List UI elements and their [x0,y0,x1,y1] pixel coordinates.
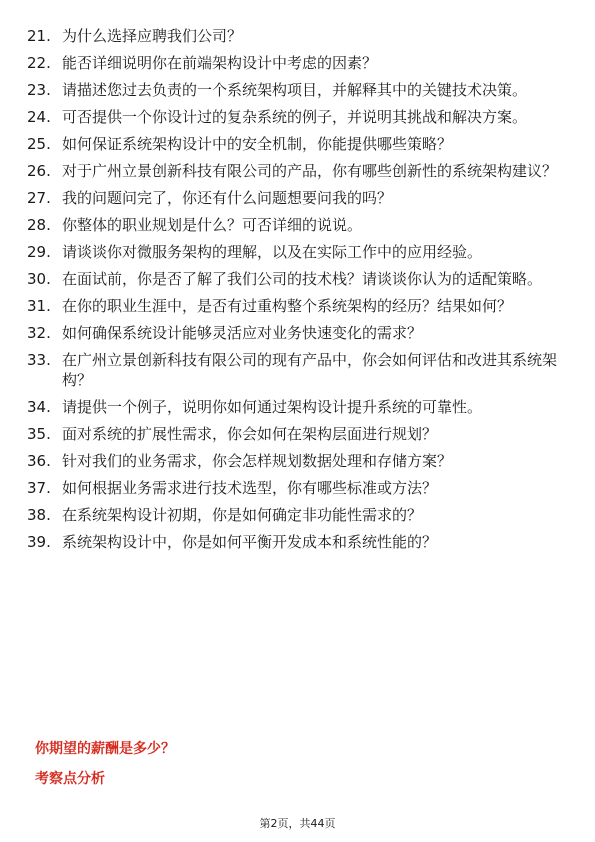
question-text: 如何根据业务需求进行技术选型，你有哪些标准或方法？ [62,479,438,497]
question-text: 如何确保系统设计能够灵活应对业务快速变化的需求？ [62,324,423,342]
question-item [27,215,567,235]
question-item [27,478,567,498]
question-text: 请谈谈你对微服务架构的理解，以及在实际工作中的应用经验。 [62,243,483,261]
question-number: 34. [27,398,51,416]
question-text: 可否提供一个你设计过的复杂系统的例子，并说明其挑战和解决方案。 [62,108,528,126]
question-number: 36. [27,452,51,470]
question-list [27,26,567,559]
question-number: 24. [27,108,51,126]
question-item [27,80,567,100]
analysis-heading: 考察点分析 [35,771,105,787]
question-item [27,323,567,343]
question-text: 为什么选择应聘我们公司？ [62,27,243,45]
question-item [27,53,567,73]
question-text: 如何保证系统架构设计中的安全机制，你能提供哪些策略？ [62,135,453,153]
question-text: 在你的职业生涯中，是否有过重构整个系统架构的经历？结果如何？ [62,297,513,315]
question-item [27,107,567,127]
question-number: 29. [27,243,51,261]
question-text: 对于广州立景创新科技有限公司的产品，你有哪些创新性的系统架构建议？ [62,162,558,180]
question-number: 39. [27,533,51,551]
question-text: 在广州立景创新科技有限公司的现有产品中，你会如何评估和改进其系统架构？ [62,351,558,389]
question-item [27,269,567,289]
question-item [27,424,567,444]
question-text: 针对我们的业务需求，你会怎样规划数据处理和存储方案？ [62,452,453,470]
question-number: 26. [27,162,51,180]
question-item [27,532,567,552]
question-number: 28. [27,216,51,234]
question-item [27,350,567,390]
question-text: 请描述您过去负责的一个系统架构项目，并解释其中的关键技术决策。 [62,81,528,99]
question-item [27,242,567,262]
question-item [27,161,567,181]
question-item [27,26,567,46]
question-item [27,451,567,471]
question-text: 面对系统的扩展性需求，你会如何在架构层面进行规划？ [62,425,438,443]
page-number: 第2页，共44页 [259,817,336,830]
question-number: 38. [27,506,51,524]
question-text: 我的问题问完了，你还有什么问题想要问我的吗？ [62,189,393,207]
question-text: 能否详细说明你在前端架构设计中考虑的因素？ [62,54,378,72]
question-number: 25. [27,135,51,153]
question-number: 33. [27,351,51,369]
question-item [27,296,567,316]
question-number: 31. [27,297,51,315]
question-number: 30. [27,270,51,288]
question-number: 22. [27,54,51,72]
question-number: 35. [27,425,51,443]
question-number: 37. [27,479,51,497]
question-number: 23. [27,81,51,99]
question-item [27,397,567,417]
question-number: 27. [27,189,51,207]
salary-question-heading: 你期望的薪酬是多少？ [35,741,175,757]
question-text: 在面试前，你是否了解了我们公司的技术栈？请谈谈你认为的适配策略。 [62,270,543,288]
question-text: 你整体的职业规划是什么？可否详细的说说。 [62,216,363,234]
question-text: 请提供一个例子，说明你如何通过架构设计提升系统的可靠性。 [62,398,483,416]
question-item [27,134,567,154]
question-number: 21. [27,27,51,45]
question-number: 32. [27,324,51,342]
question-item [27,188,567,208]
question-text: 在系统架构设计初期，你是如何确定非功能性需求的？ [62,506,423,524]
question-item [27,505,567,525]
question-text: 系统架构设计中，你是如何平衡开发成本和系统性能的？ [62,533,438,551]
